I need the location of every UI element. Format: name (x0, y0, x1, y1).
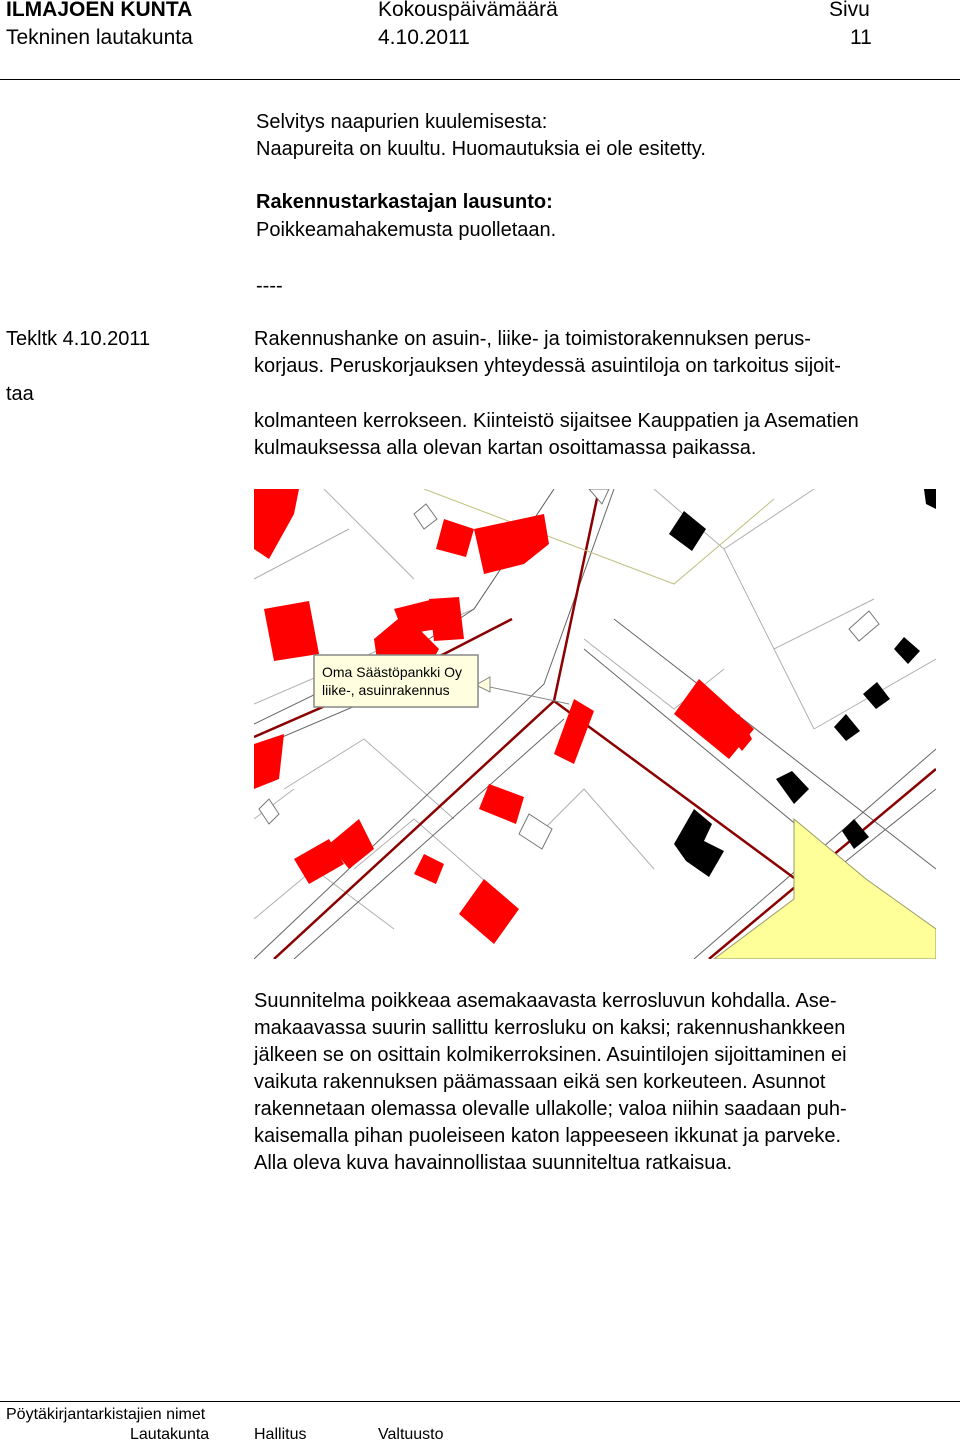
item-line: Rakennushanke on asuin-, liike- ja toimistorakennuksen perus- (254, 328, 811, 350)
item-reference: Tekltk 4.10.2011 (6, 328, 151, 350)
meeting-date: 4.10.2011 (378, 26, 470, 49)
inspector-text: Poikkeamahakemusta puolletaan. (256, 219, 557, 241)
callout-box (314, 655, 478, 707)
inspector-heading: Rakennustarkastajan lausunto: (256, 191, 553, 213)
plan-line: rakennetaan olemassa olevalle ullakolle; valoa niihin saadaan puh- (254, 1098, 847, 1120)
header-divider (0, 79, 960, 80)
neighbors-heading: Selvitys naapurien kuulemisesta: (256, 111, 548, 133)
municipality-name: ILMAJOEN KUNTA (6, 0, 193, 21)
footer-board-label: Lautakunta (130, 1426, 210, 1443)
item-line: kolmanteen kerrokseen. Kiinteistö sijaitsee Kauppatien ja Asematien (254, 410, 859, 432)
plan-line: kaisemalla pihan puoleiseen katon lappeeseen ikkunat ja parveke. (254, 1125, 842, 1147)
footer-checkers-label: Pöytäkirjantarkistajien nimet (6, 1406, 206, 1423)
page-label: Sivu (829, 0, 870, 21)
footer-government-label: Hallitus (254, 1426, 307, 1443)
item-reference-continued: taa (6, 383, 34, 405)
plan-paragraph (254, 988, 954, 1177)
item-line: kulmauksessa alla olevan kartan osoittamassa paikassa. (254, 437, 757, 459)
plan-line: makaavassa suurin sallittu kerrosluku on kaksi; rakennushankkeen (254, 1017, 846, 1039)
footer-divider (0, 1401, 960, 1402)
plan-line: Alla oleva kuva havainnollistaa suunniteltua ratkaisua. (254, 1152, 733, 1174)
plan-line: vaikuta rakennuksen päämassaan eikä sen korkeuteen. Asunnot (254, 1071, 826, 1093)
building (429, 597, 464, 641)
page-number: 11 (850, 26, 872, 49)
callout-line-1: Oma Säästöpankki Oy (322, 664, 463, 680)
plan-line: Suunnitelma poikkeaa asemakaavasta kerrosluvun kohdalla. Ase- (254, 990, 837, 1012)
date-label: Kokouspäivämäärä (378, 0, 558, 21)
footer-council-label: Valtuusto (378, 1426, 444, 1443)
item-line: korjaus. Peruskorjauksen yhteydessä asuintiloja on tarkoitus sijoit- (254, 355, 841, 377)
neighbors-text: Naapureita on kuultu. Huomautuksia ei ole esitetty. (256, 138, 706, 160)
board-name: Tekninen lautakunta (6, 26, 193, 49)
callout-line-2: liike-, asuinrakennus (322, 682, 450, 698)
separator: ---- (256, 275, 283, 297)
location-map (254, 489, 936, 959)
plan-line: jälkeen se on osittain kolmikerroksinen. Asuintilojen sijoittaminen ei (254, 1044, 847, 1066)
